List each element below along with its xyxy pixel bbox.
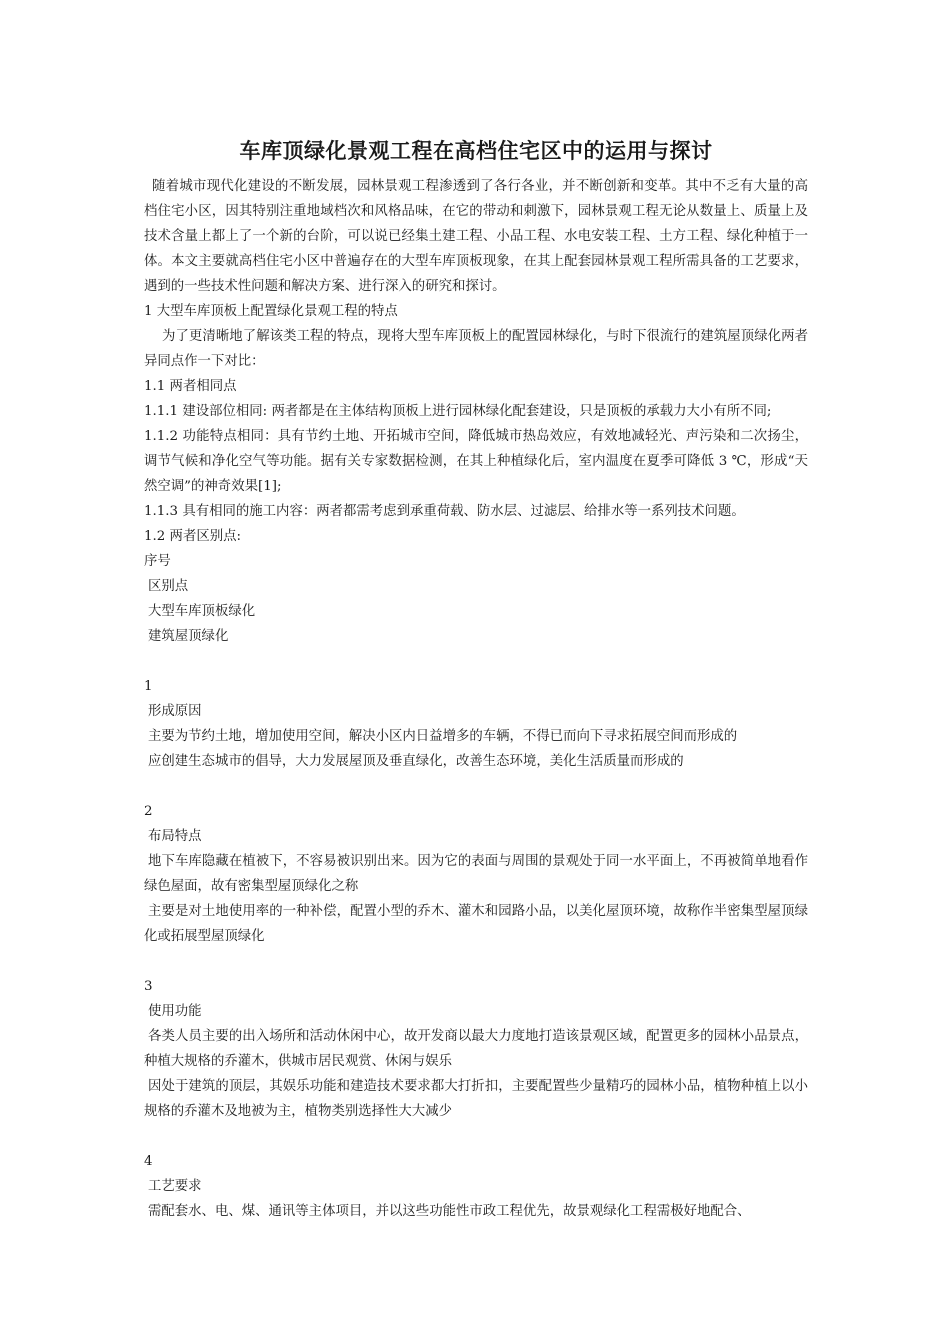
item-1-1-1: 1.1.1 建设部位相同: 两者都是在主体结构顶板上进行园林绿化配套建设，只是顶板的承载力大小有所不同;	[144, 404, 772, 419]
table-header-roof: 建筑屋顶绿化	[148, 629, 229, 644]
item-1-1-3: 1.1.3 具有相同的施工内容：两者都需考虑到承重荷载、防水层、过滤层、给排水等一系列技术问题。	[144, 504, 745, 519]
table-row	[144, 674, 808, 774]
document-page	[144, 130, 808, 1224]
row-garage: 各类人员主要的出入场所和活动休闲中心，故开发商以最大力度地打造该景观区域，配置更多的园林小品景点，种植大规格的乔灌木，供城市居民观赏、休闲与娱乐	[144, 1029, 808, 1069]
row-spacer	[144, 1124, 808, 1149]
section-1-heading: 1 大型车库顶板上配置绿化景观工程的特点	[144, 304, 398, 319]
row-spacer	[144, 774, 808, 799]
row-point: 使用功能	[148, 1004, 202, 1019]
table-header-garage: 大型车库顶板绿化	[148, 604, 256, 619]
row-number: 4	[144, 1154, 153, 1169]
row-point: 布局特点	[148, 829, 202, 844]
row-roof: 应创建生态城市的倡导，大力发展屋顶及垂直绿化，改善生态环境，美化生活质量而形成的	[148, 754, 684, 769]
row-number: 1	[144, 679, 153, 694]
document-title: 车库顶绿化景观工程在高档住宅区中的运用与探讨	[239, 138, 713, 163]
table-row	[144, 799, 808, 949]
section-1-2-heading: 1.2 两者区别点:	[144, 529, 242, 544]
row-point: 工艺要求	[148, 1179, 202, 1194]
row-number: 2	[144, 804, 153, 819]
row-roof: 因处于建筑的顶层，其娱乐功能和建造技术要求都大打折扣，主要配置些少量精巧的园林小品，植物种植上以小规格的乔灌木及地被为主，植物类别选择性大大减少	[144, 1079, 808, 1119]
row-spacer	[144, 949, 808, 974]
row-roof: 主要是对土地使用率的一种补偿，配置小型的乔木、灌木和园路小品，以美化屋顶环境，故称作半密集型屋顶绿化或拓展型屋顶绿化	[144, 904, 808, 944]
item-1-1-2: 1.1.2 功能特点相同：具有节约土地、开拓城市空间，降低城市热岛效应，有效地减轻光、声污染和二次扬尘，调节气候和净化空气等功能。据有关专家数据检测，在其上种植绿化后，室内温度在夏季可降低 3 ℃，形成“天然空调”的神奇效果[1];	[144, 429, 808, 494]
table-header-point: 区别点	[148, 579, 189, 594]
row-garage: 主要为节约土地，增加使用空间，解决小区内日益增多的车辆，不得已而向下寻求拓展空间而形成的	[148, 729, 738, 744]
row-spacer	[144, 649, 808, 674]
comparison-table	[144, 549, 808, 1224]
row-garage: 地下车库隐藏在植被下，不容易被识别出来。因为它的表面与周围的景观处于同一水平面上，不再被简单地看作绿色屋面，故有密集型屋顶绿化之称	[144, 854, 808, 894]
table-row	[144, 1149, 808, 1224]
section-1-1-heading: 1.1 两者相同点	[144, 379, 237, 394]
row-garage: 需配套水、电、煤、通讯等主体项目，并以这些功能性市政工程优先，故景观绿化工程需极好地配合、	[148, 1204, 751, 1219]
intro-paragraph: 随着城市现代化建设的不断发展，园林景观工程渗透到了各行各业，并不断创新和变革。其中不乏有大量的高档住宅小区，因其特别注重地域档次和风格品味，在它的带动和刺激下，园林景观工程无论从数量上、质量上及技术含量上都上了一个新的台阶，可以说已经集土建工程、小品工程、水电安装工程、土方工程、绿化种植于一体。本文主要就高档住宅小区中普遍存在的大型车库顶板现象，在其上配套园林景观工程所需具备的工艺要求，遇到的一些技术性问题和解决方案、进行深入的研究和探讨。	[144, 179, 808, 294]
row-point: 形成原因	[148, 704, 202, 719]
table-row	[144, 974, 808, 1124]
row-number: 3	[144, 979, 153, 994]
section-1-paragraph: 为了更清晰地了解该类工程的特点，现将大型车库顶板上的配置园林绿化，与时下很流行的建筑屋顶绿化两者异同点作一下对比：	[144, 329, 808, 369]
table-header-no: 序号	[144, 554, 171, 569]
